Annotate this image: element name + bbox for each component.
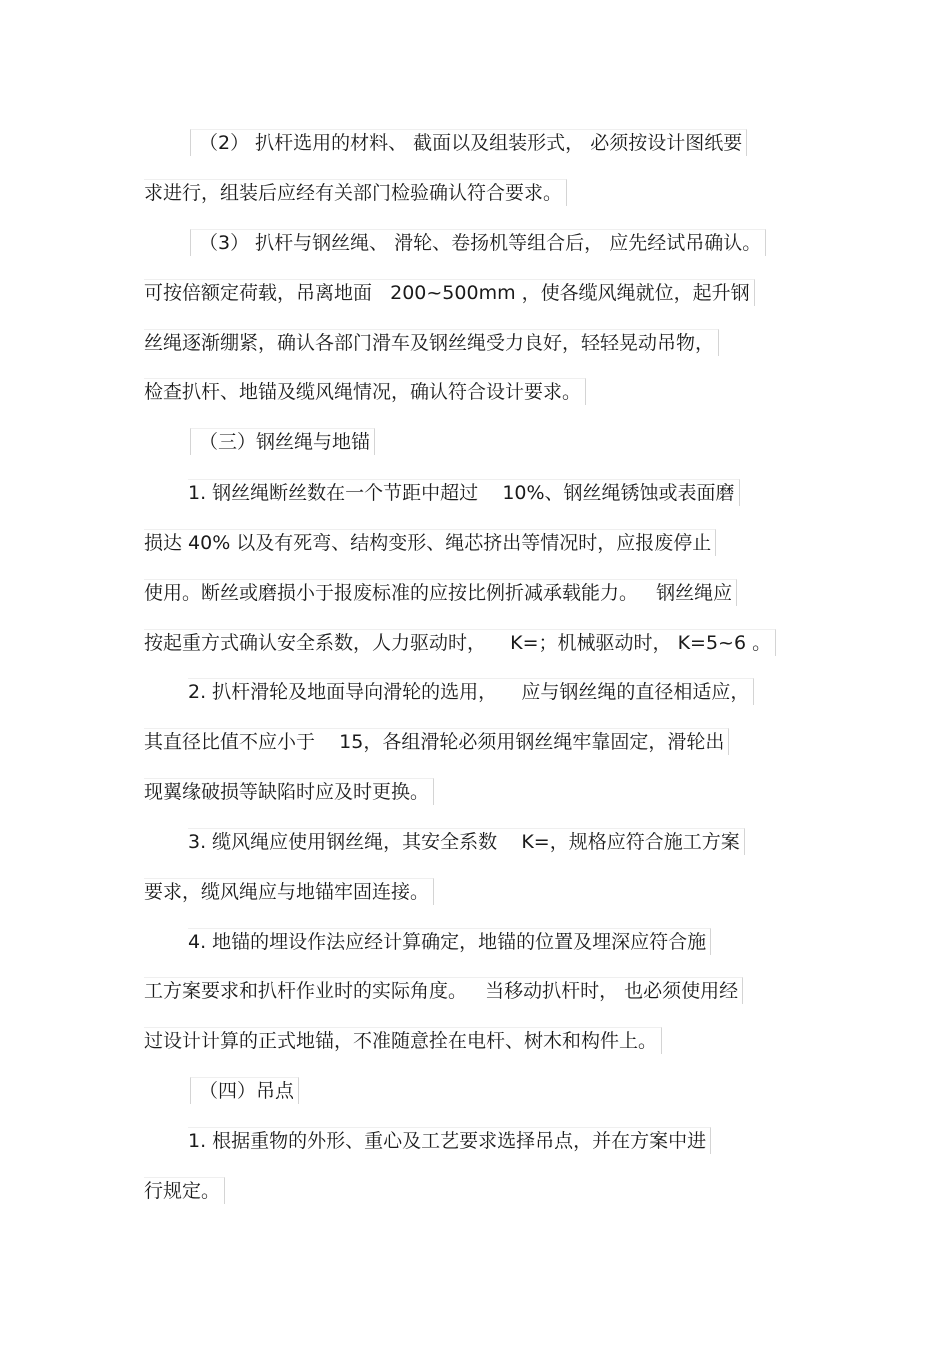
paragraph-line: 检查扒杆、地锚及缆风绳情况，确认符合设计要求。 <box>144 378 586 405</box>
paragraph-line: 过设计计算的正式地锚，不准随意拴在电杆、树木和构件上。 <box>144 1027 662 1054</box>
paragraph-line: 求进行，组装后应经有关部门检验确认符合要求。 <box>144 179 567 206</box>
section-heading: （四）吊点 <box>190 1077 299 1104</box>
paragraph-line: 按起重方式确认安全系数，人力驱动时， K=；机械驱动时， K=5~6 。 <box>144 629 776 656</box>
section-heading: （三）钢丝绳与地锚 <box>190 428 375 455</box>
paragraph-line: 3. 缆风绳应使用钢丝绳，其安全系数 K=，规格应符合施工方案 <box>188 828 745 855</box>
paragraph-line: 2. 扒杆滑轮及地面导向滑轮的选用， 应与钢丝绳的直径相适应， <box>188 678 754 705</box>
paragraph-line: 工方案要求和扒杆作业时的实际角度。 当移动扒杆时， 也必须使用经 <box>144 977 743 1004</box>
paragraph-line: 丝绳逐渐绷紧，确认各部门滑车及钢丝绳受力良好，轻轻晃动吊物， <box>144 329 719 356</box>
paragraph-line: 现翼缘破损等缺陷时应及时更换。 <box>144 778 434 805</box>
paragraph-line: 要求，缆风绳应与地锚牢固连接。 <box>144 878 434 905</box>
paragraph-line: 使用。断丝或磨损小于报废标准的应按比例折减承载能力。 钢丝绳应 <box>144 579 737 606</box>
paragraph-line: 行规定。 <box>144 1177 225 1204</box>
paragraph-line: （2） 扒杆选用的材料、 截面以及组装形式， 必须按设计图纸要 <box>190 129 747 156</box>
paragraph-line: 1. 根据重物的外形、重心及工艺要求选择吊点，并在方案中进 <box>188 1127 711 1154</box>
paragraph-line: 1. 钢丝绳断丝数在一个节距中超过 10%、钢丝绳锈蚀或表面磨 <box>188 479 740 506</box>
paragraph-line: （3） 扒杆与钢丝绳、 滑轮、卷扬机等组合后， 应先经试吊确认。 <box>190 229 766 256</box>
paragraph-line: 其直径比值不应小于 15，各组滑轮必须用钢丝绳牢靠固定，滑轮出 <box>144 728 729 755</box>
paragraph-line: 损达 40% 以及有死弯、结构变形、绳芯挤出等情况时，应报废停止 <box>144 529 716 556</box>
paragraph-line: 可按倍额定荷载，吊离地面 200~500mm ，使各缆风绳就位，起升钢 <box>144 279 755 306</box>
paragraph-line: 4. 地锚的埋设作法应经计算确定，地锚的位置及埋深应符合施 <box>188 928 711 955</box>
